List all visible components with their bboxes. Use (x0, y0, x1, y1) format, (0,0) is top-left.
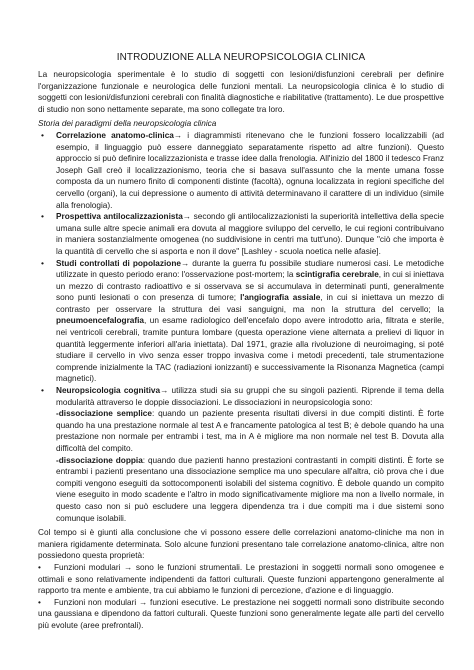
paradigm-list (38, 130, 444, 524)
paradigm-term: Neuropsicologia cognitiva (56, 386, 161, 396)
function-text: Funzioni non modulari → funzioni esecutive. Le prestazione nei soggetti normali sono distribuite secondo una gaussiana e dipendono da fattori culturali. Queste funzioni sono generalmente legate alle parti del cervello più evolute (aree prefrontali). (38, 597, 444, 630)
paradigm-text: secondo gli antilocalizzazionisti la superiorità intellettiva della specie umana sulle altre specie animali era dovuta al maggiore sviluppo del cervello, le cui regioni contribuivano in maniera sostanzialmente omogenea (no suddivisione in centri ma tutt'uno). Dunque "ciò che importa è la quantità di cervello che si asporta e non il dove" [Lashley - scuola noetica nelle afasie]. (56, 212, 444, 256)
section-heading: Storia dei paradigmi della neuropsicologia clinica (38, 119, 217, 129)
paradigm-term: Correlazione anatomo-clinica (56, 130, 174, 140)
page-title: INTRODUZIONE ALLA NEUROPSICOLOGIA CLINICA (116, 52, 366, 63)
bullet-icon: • (38, 562, 41, 572)
arrow-icon: → (160, 386, 169, 396)
paradigm-item (38, 258, 444, 386)
paradigm-text: , in cui si iniettava un mezzo di contrasto radioattivo e si osservava se si accumulava in determinati punti, generalmente sono punti lesionati o con presenza di tumore; (56, 270, 445, 303)
dissociation-double (56, 455, 444, 525)
dissociation-simple (56, 408, 444, 454)
function-text: Funzioni modulari → sono le funzioni strumentali. Le prestazioni in soggetti normali sono omogenee e ottimali e sono relativamente indipendenti da fattori culturali. Queste funzioni appartengono generalmente al rapporto tra mente e ambiente, tra cui abbiamo le funzioni di percezione, d'azione e di linguaggio. (38, 562, 444, 596)
arrow-icon: → (182, 212, 192, 222)
method-term: scintigrafia cerebrale (295, 270, 379, 280)
paradigm-item (38, 130, 444, 211)
paradigm-item (38, 211, 444, 257)
arrow-icon: → (180, 258, 190, 268)
dissociation-text: : quando due pazienti hanno prestazioni contrastanti in compiti distinti. È forte se entrambi i pazienti presentano una dissociazione semplice ma uno speculare all'altra, ciò prova che i due compiti vengono eseguiti da sottocomponenti isolabili del sistema cognitivo. È debole quando un compito viene eseguito in modo scadente e l'altro in modo significativamente migliore ma non a livello normale, in questo caso non si può escludere una leggera dipendenza tra i due compiti ma i due sistemi sono comunque isolabili. (56, 455, 444, 523)
paradigm-text: , un esame radiologico dell'encefalo dopo avere introdotto aria, filtrata e sterile, nei ventricoli cerebrali, tramite puntura lombare (questa operazione viene alternata a prelievi di liquor in quantità leggermente inferiori all'aria iniettata). Dal 1971, grazie alla rivoluzione di neuroimaging, si poté studiare il cervello in vivo senza esser troppo invasiva come i metodi precedenti, tale strumentazione comprende inizialmente la TAC (radiazioni ionizzanti) e successivamente la Risonanza Magnetica (campi magnetici). (56, 316, 444, 384)
paradigm-term: Prospettiva antilocalizzazionista (56, 212, 183, 222)
dissociation-term: -dissociazione semplice (56, 409, 152, 419)
closing-paragraph: Col tempo si è giunti alla conclusione che vi possono essere delle correlazioni anatomo-cliniche ma non in maniera rigidamente determinata. Solo alcune funzioni presentano tale correlazione anatomo-clinica, altre non possiedono questa proprietà: (38, 528, 444, 561)
method-term: l'angiografia assiale (240, 293, 321, 303)
paradigm-term: Studi controllati di popolazione (56, 258, 181, 268)
paradigm-text: , in cui si iniettava un mezzo di contrasto per osservare la struttura dei vasi sanguigni, ma non la struttura del cervello; la (56, 293, 445, 314)
arrow-icon: → (173, 130, 183, 140)
dissociation-term: -dissociazione doppia (56, 455, 143, 465)
paradigm-item (38, 385, 444, 524)
method-term: pneumoencefalografia (56, 316, 145, 326)
function-item (38, 562, 444, 597)
intro-paragraph: La neuropsicologia sperimentale è lo studio di soggetti con lesioni/disfunzioni cerebrali per definire l'organizzazione funzionale e neurologica delle funzioni mentali. La neuropsicologia clinica è lo studio di soggetti con lesioni/disfunzioni cerebrali con finalità diagnostiche e riabilitative (trattamento). Le due prospettive di studio non sono nettamente separate, ma sono collegate tra loro. (38, 70, 444, 114)
function-list (38, 562, 444, 632)
dissociation-text: : quando un paziente presenta risultati diversi in due compiti distinti. È forte quando ha una prestazione normale al test A e francamente patologica al test B; è debole quando ha una prestazione non normale per entrambi i test, ma in A è migliore ma non normale nel test B. Dovuta alla difficoltà del compito. (56, 409, 445, 453)
paradigm-text: i diagrammisti ritenevano che le funzioni fossero localizzabili (ad esempio, il linguaggio può essere danneggiato separatamente rispetto ad altre funzioni). Questo approccio si può definire localizzazionista e trasse idee dalla frenologia. All'inizio del 1800 il tedesco Franz Joseph Gall creò il localizzazionismo, teoria che si basava sull'assunto che la mente umana fosse composta da un numero finito di componenti distinte (facoltà), ognuna localizzata in regioni specifiche del cervello (organi), la cui depressione o aumento di attività determinavano il carattere di un individuo (simile alla frenologia). (56, 130, 444, 210)
function-item (38, 597, 444, 632)
bullet-icon: • (38, 597, 41, 607)
paradigm-text: utilizza studi sia su gruppi che su singoli pazienti. Riprende il tema della modularità attraverso le doppie dissociazioni. Le dissociazioni in neuropsicologia sono: (56, 386, 444, 407)
paradigm-text: durante la guerra fu possibile studiare numerosi casi. Le metodiche utilizzate in questo periodo erano: l'osservazione post-mortem; la (56, 258, 445, 280)
